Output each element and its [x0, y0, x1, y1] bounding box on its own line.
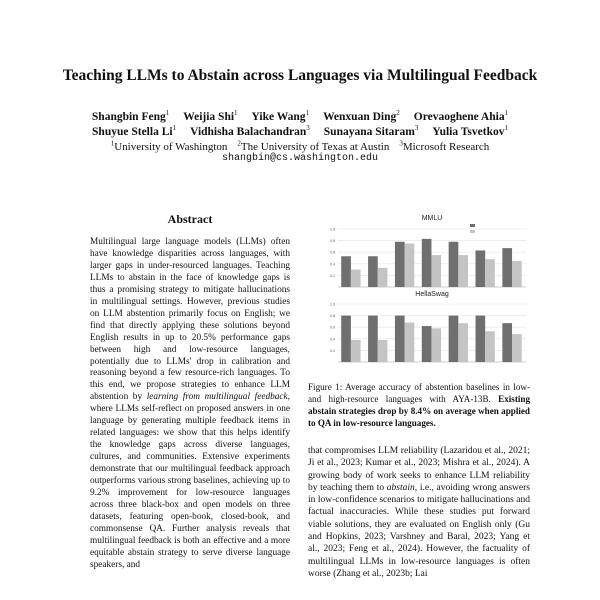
bar — [405, 323, 415, 362]
author-name: Yulia Tsvetkov$^1$ — [432, 124, 508, 138]
abstract-part-1: Multilingual large language models (LLMs) often have knowledge disparities across languages, with larger gaps in under-resourced languages. Teaching LLMs to abstain in the face of knowledge gaps is thus a promising strategy to mitigate hallucinations in multilingual settings. However, previous studies on LLM abstention primarily focus on English; we find that directly applying these solutions beyond English results in up to 20.5% performance gaps between high and low-resource languages, potentially due to LLMs' drop in calibration and reasoning beyond a few resource-rich languages. To this end, we propose strategies to enhance LLM abstention by — [90, 237, 290, 403]
bar — [512, 334, 522, 362]
affiliation-number: 1 — [110, 139, 115, 147]
contact-email: shangbin@cs.washington.edu — [221, 153, 379, 164]
y-tick-label: 0.4 — [330, 337, 335, 342]
author-affiliation-mark: 1 — [504, 124, 508, 132]
y-tick-label: 0.6 — [330, 250, 335, 255]
author-affiliation-mark: 1 — [234, 109, 238, 117]
caption-plain: Figure 1: Average accuracy of abstention baselines in low- and high-resource languages with AYA-13B. — [308, 382, 530, 404]
bar — [395, 242, 405, 287]
bar — [449, 316, 459, 362]
affiliation — [111, 141, 228, 153]
chart-title: HellaSwag — [415, 291, 449, 298]
bar — [458, 323, 468, 362]
author-name: Shangbin Feng$^1$ — [91, 109, 170, 123]
bar — [476, 316, 486, 362]
bar — [449, 242, 459, 287]
bar — [485, 331, 495, 362]
abstract-text — [90, 237, 290, 572]
affiliation-number: 3 — [399, 139, 403, 147]
bar — [512, 261, 522, 287]
author-affiliation-mark: 3 — [306, 124, 310, 132]
bar — [422, 326, 432, 362]
y-tick-label: 0.4 — [330, 262, 335, 267]
author-affiliation-mark: 2 — [396, 109, 400, 117]
bar — [378, 268, 388, 287]
affiliations — [0, 139, 600, 153]
bar — [351, 340, 361, 362]
bar — [422, 239, 432, 287]
author-name: Yike Wang$^1$ — [251, 109, 310, 123]
body-part-2: , i.e., avoiding wrong answers in low-confidence scenarios to mitigate hallucinations and factual inaccuracies. While these studies put forward viable solutions, they are evaluated on English only (Gu and Hopkins, 2023; Varshney and Baral, 2023; Yang et al., 2023; Feng et al., 2024). However, the factuality of multilingual LLMs in low-resource languages is often worse (Zhang et al., 2023b; Lai — [308, 482, 530, 579]
caption-bold: Existing abstain strategies drop by 8.4% on average when applied to QA in low-resource languages. — [308, 394, 530, 428]
bar — [502, 323, 512, 362]
author-name: Vidhisha Balachandran$^3$ — [190, 124, 310, 138]
abstract-part-2: , where LLMs self-reflect on proposed answers in one language by generating multiple feedback items in related languages: we show that this helps identify the knowledge gaps across diverse languages, cultures, and communities. Extensive experiments demonstrate that our multilingual feedback approach outperforms various strong baselines, achieving up to 9.2% improvement for low-resource languages across three black-box and open models on three datasets, featuring open-book, closed-book, and commonsense QA. Further analysis reveals that multilingual feedback is both an effective and a more equitable abstain strategy to serve diverse language speakers, and — [90, 392, 290, 570]
author-name: Weijia Shi$^1$ — [183, 109, 238, 123]
bar — [395, 316, 405, 362]
author-line-2 — [0, 124, 600, 138]
bar — [405, 244, 415, 288]
body-text — [308, 445, 530, 580]
author-affiliation-mark: 1 — [305, 109, 310, 117]
affiliation — [237, 141, 389, 153]
y-tick-label: 0.2 — [330, 273, 335, 278]
author-affiliation-mark: 1 — [172, 124, 177, 132]
author-name: Shuyue Stella Li$^1$ — [92, 124, 177, 138]
abstract-emphasis: learning from multilingual feedback — [146, 392, 288, 403]
y-tick-label: 1.0 — [330, 302, 335, 307]
affiliation-name: The University of Texas at Austin — [240, 140, 390, 153]
bar — [341, 256, 351, 287]
paper-title: Teaching LLMs to Abstain across Languages via Multilingual Feedback — [62, 67, 538, 84]
bar — [485, 259, 495, 287]
bar — [431, 255, 441, 287]
bar — [458, 255, 468, 287]
bar — [368, 316, 378, 362]
bar — [431, 328, 441, 362]
figure-caption — [308, 381, 530, 429]
chart-title: MMLU — [421, 215, 443, 222]
legend-swatch — [470, 224, 475, 227]
bar — [476, 250, 486, 287]
affiliation-number: 2 — [237, 139, 241, 147]
author-affiliation-mark: 1 — [504, 109, 509, 117]
body-emphasis: abstain — [386, 482, 415, 493]
y-tick-label: 0.8 — [330, 314, 335, 319]
author-name: Sunayana Sitaram$^3$ — [323, 124, 419, 138]
legend-swatch — [470, 230, 475, 233]
affiliation-name: University of Washington — [114, 140, 228, 153]
y-tick-label: 0.2 — [330, 348, 335, 353]
bar — [502, 248, 512, 287]
affiliation-name: Microsoft Research — [402, 140, 490, 153]
bar — [341, 316, 351, 362]
author-affiliation-mark: 3 — [414, 124, 419, 132]
y-tick-label: 0.6 — [330, 325, 335, 330]
body-part-1: that compromises LLM reliability (Lazaridou et al., 2021; Ji et al., 2023; Kumar et al., 2023; Mishra et al., 2024). A growing body of work seeks to enhance LLM reliability by teaching them to — [308, 446, 530, 493]
author-line-1 — [0, 109, 600, 123]
affiliation — [399, 141, 489, 153]
bar — [368, 256, 378, 287]
bar — [351, 270, 361, 287]
y-tick-label: 1.0 — [330, 227, 335, 232]
author-affiliation-mark: 1 — [165, 109, 170, 117]
abstract-heading: Abstract — [167, 212, 213, 226]
y-tick-label: 0.8 — [330, 239, 335, 244]
author-name: Wenxuan Ding$^2$ — [323, 109, 400, 123]
author-name: Orevaoghene Ahia$^1$ — [413, 109, 509, 123]
figure-1-chart — [308, 207, 530, 379]
bar — [378, 340, 388, 362]
